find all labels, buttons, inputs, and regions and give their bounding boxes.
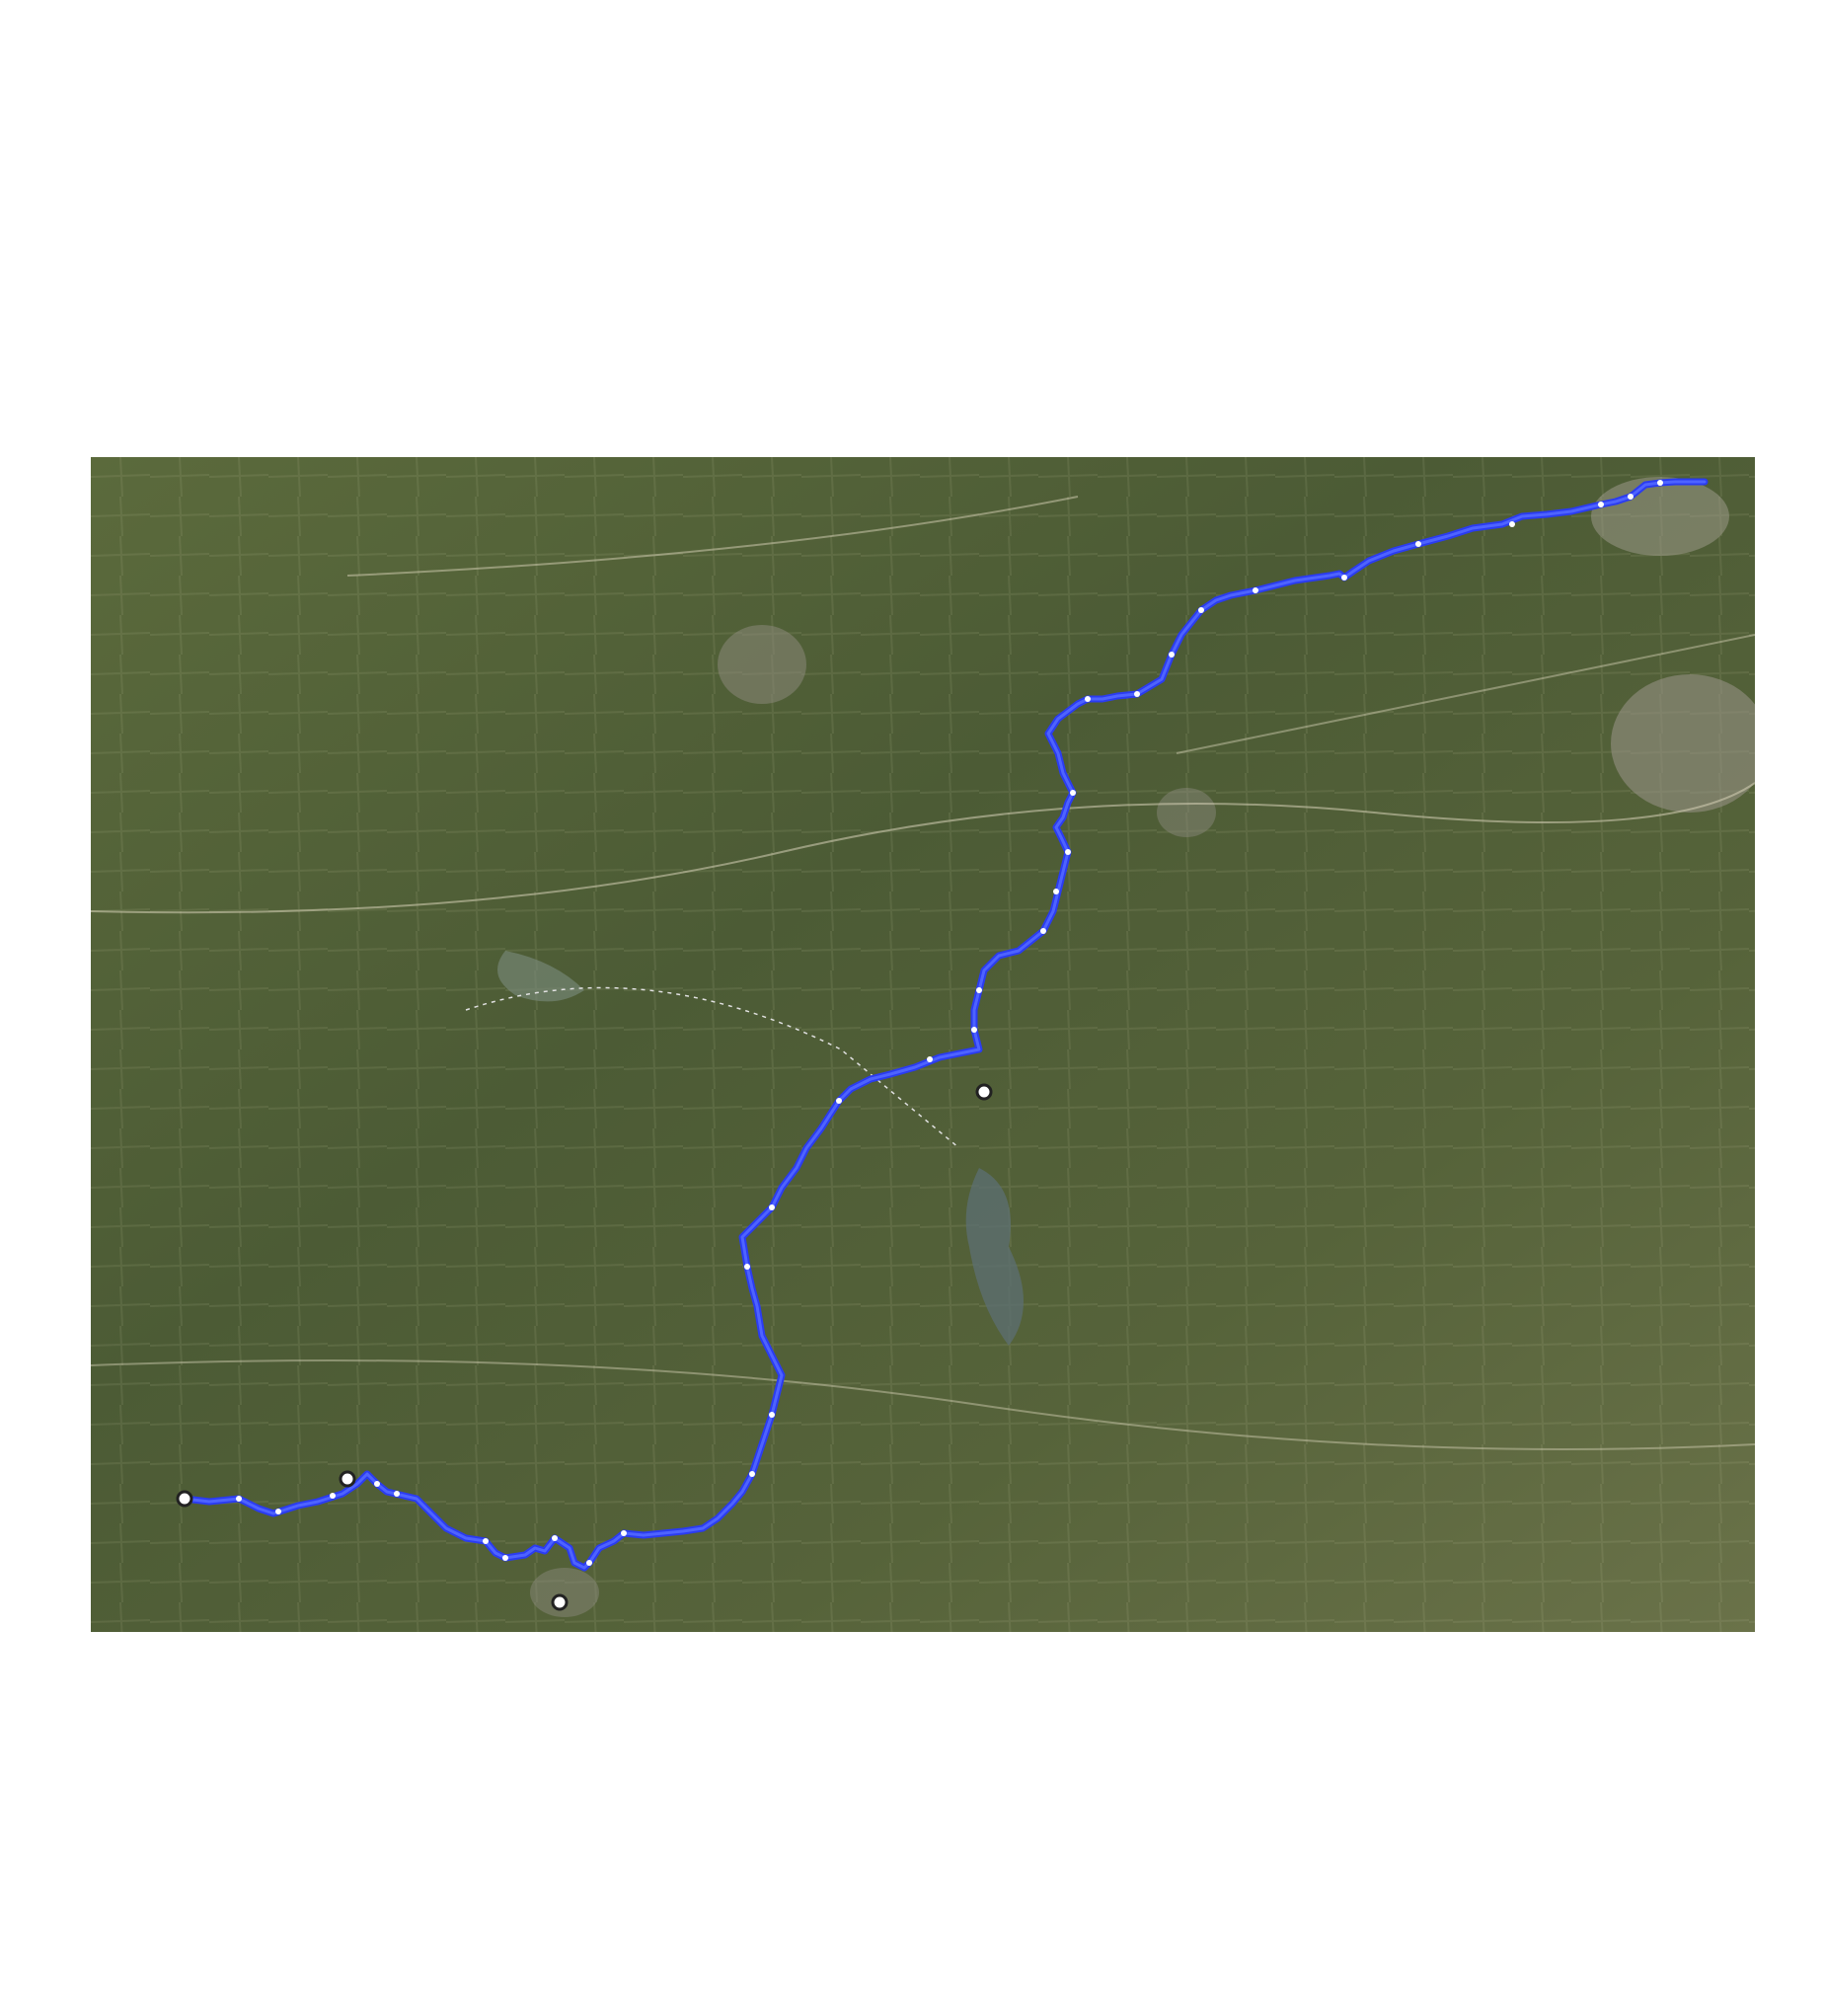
route-map[interactable] [91, 457, 1755, 1632]
waypoint-ponte-romano [341, 1472, 354, 1486]
document-body [91, 51, 1769, 69]
waypoint-start-melfi [178, 1492, 191, 1506]
waypoint-posta-locone [977, 1085, 991, 1099]
satellite-map [91, 457, 1755, 1632]
waypoint-venosa [553, 1595, 567, 1609]
